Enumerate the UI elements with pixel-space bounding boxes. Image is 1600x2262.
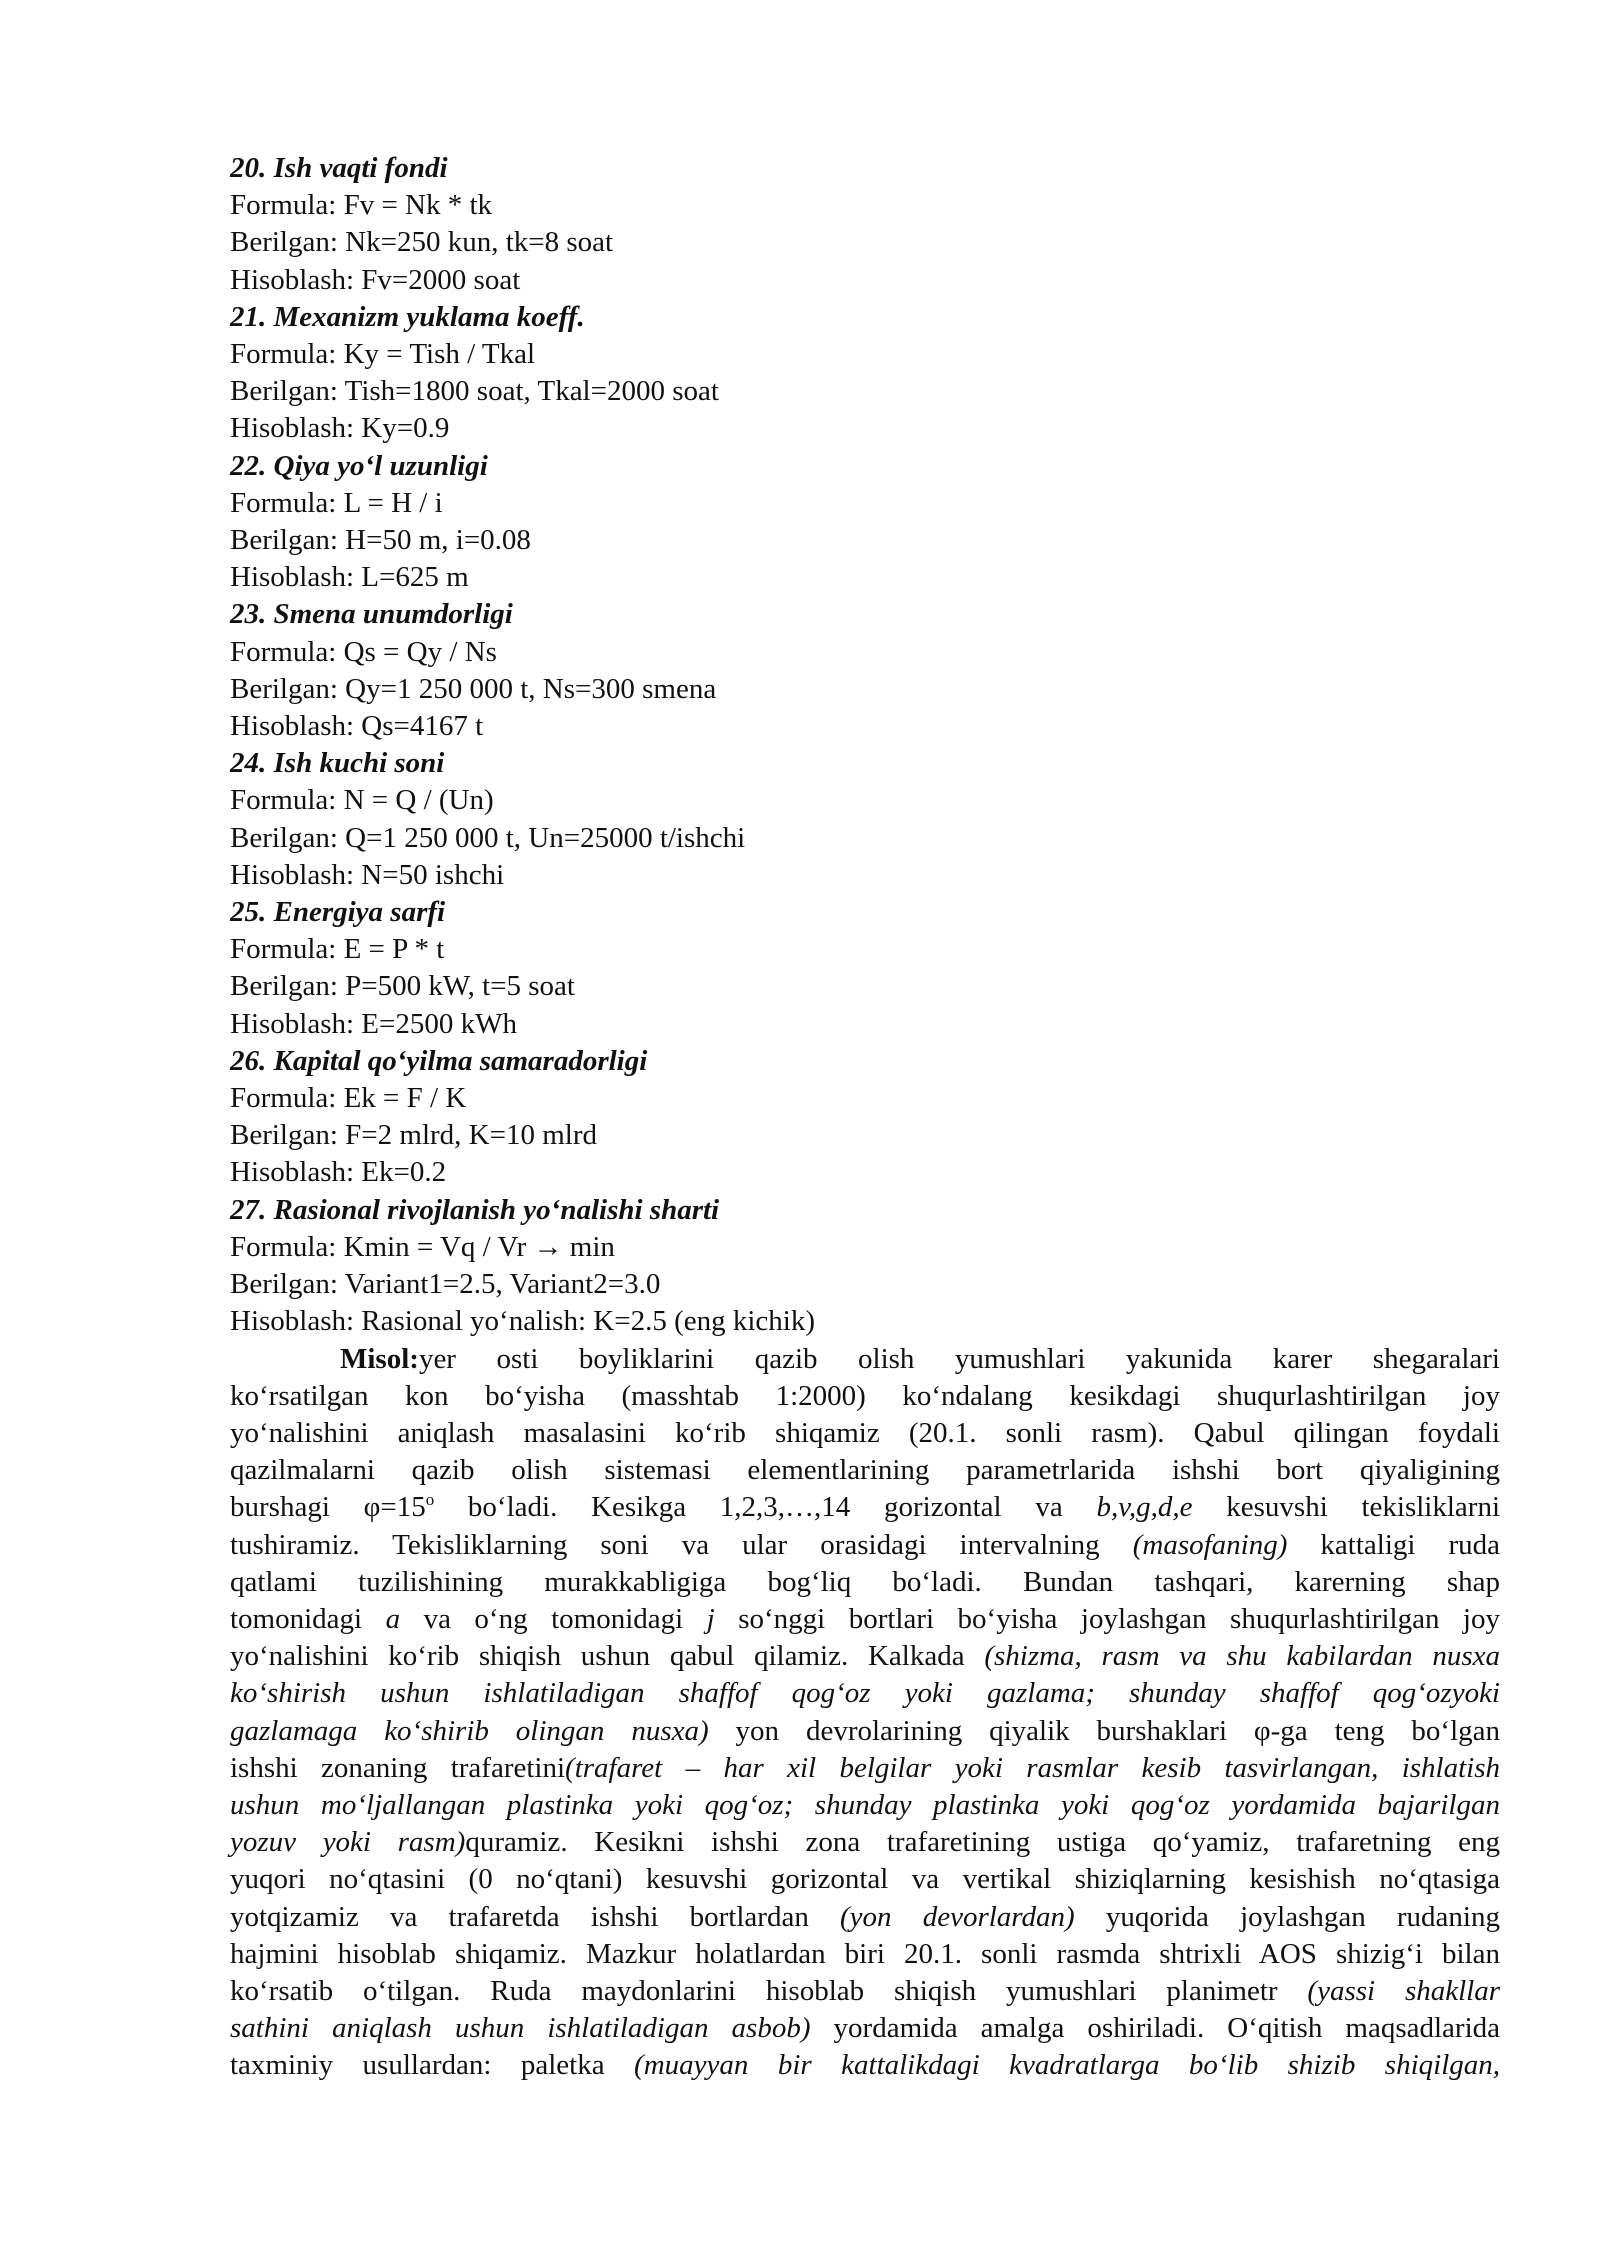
section-22 xyxy=(230,448,1500,597)
section-given: Berilgan: H=50 m, i=0.08 xyxy=(230,524,531,557)
paragraph-line: gazlamaga ko‘shirib olingan nusxa) yon devrolarining qiyalik burshaklari φ-ga teng bo‘lgan xyxy=(230,1714,1500,1747)
paragraph-line: tomonidagi a va o‘ng tomonidagi j so‘nggi bortlari bo‘yisha joylashgan shuqurlashtirilgan joy xyxy=(230,1602,1500,1635)
section-26 xyxy=(230,1043,1500,1192)
section-25 xyxy=(230,894,1500,1043)
section-23 xyxy=(230,596,1500,745)
paragraph-line: yotqizamiz va trafaretda ishshi bortlardan (yon devorlardan) yuqorida joylashgan rudaning xyxy=(230,1900,1500,1933)
section-title: 25. Energiya sarfi xyxy=(230,896,446,929)
section-title: 20. Ish vaqti fondi xyxy=(230,152,448,184)
section-result: Hisoblash: E=2500 kWh xyxy=(230,1007,517,1040)
section-formula: Formula: E = P * t xyxy=(230,933,445,966)
section-formula: Formula: Ky = Tish / Tkal xyxy=(230,338,536,371)
example-paragraph xyxy=(230,1341,1500,2085)
section-24 xyxy=(230,745,1500,894)
section-result: Hisoblash: Fv=2000 soat xyxy=(230,263,521,296)
section-given: Berilgan: P=500 kW, t=5 soat xyxy=(230,970,575,1003)
section-title: 24. Ish kuchi soni xyxy=(230,747,445,780)
section-formula: Formula: Ek = F / K xyxy=(230,1082,467,1115)
paragraph-line: ushun mo‘ljallangan plastinka yoki qog‘oz; shunday plastinka yoki qog‘oz yordamida bajarilgan xyxy=(230,1788,1500,1821)
section-given: Berilgan: Variant1=2.5, Variant2=3.0 xyxy=(230,1268,661,1301)
section-given: Berilgan: Tish=1800 soat, Tkal=2000 soat xyxy=(230,375,719,408)
section-title: 23. Smena unumdorligi xyxy=(230,598,513,631)
section-given: Berilgan: F=2 mlrd, K=10 mlrd xyxy=(230,1119,597,1152)
section-result: Hisoblash: Qs=4167 t xyxy=(230,710,484,743)
paragraph-line: yo‘nalishini ko‘rib shiqish ushun qabul qilamiz. Kalkada (shizma, rasm va shu kabilardan nusxa xyxy=(230,1640,1500,1673)
section-given: Berilgan: Qy=1 250 000 t, Ns=300 smena xyxy=(230,672,717,705)
paragraph-line: burshagi $\varphi=15^o$ bo‘ladi. Kesikga 1,2,3,…,14 gorizontal va b,v,g,d,e kesuvshi tekisliklarni xyxy=(230,1490,1501,1524)
document-page xyxy=(230,150,1500,2085)
section-title: 21. Mexanizm yuklama koeff. xyxy=(230,300,585,333)
paragraph-line: ishshi zonaning trafaretini(trafaret – har xil belgilar yoki rasmlar kesib tasvirlangan, ishlatish xyxy=(230,1751,1500,1784)
section-formula: Formula: Kmin = Vq / Vr → min xyxy=(230,1230,615,1263)
section-result: Hisoblash: Rasional yo‘nalish: K=2.5 (eng kichik) xyxy=(230,1305,815,1338)
paragraph-line: ko‘rsatilgan kon bo‘yisha (masshtab 1:2000) ko‘ndalang kesikdagi shuqurlashtirilgan joy xyxy=(230,1379,1500,1412)
example-label: Misol: xyxy=(340,1342,419,1375)
paragraph-line: sathini aniqlash ushun ishlatiladigan asbob) yordamida amalga oshiriladi. O‘qitish maqsadlarida xyxy=(230,2012,1500,2045)
section-formula: Formula: Fv = Nk * tk xyxy=(230,189,493,222)
section-formula: Formula: N = Q / (Un) xyxy=(230,784,494,817)
section-result: Hisoblash: N=50 ishchi xyxy=(230,858,505,891)
paragraph-line: yuqori no‘qtasini (0 no‘qtani) kesuvshi gorizontal va vertikal shiziqlarning kesishish no‘qtasiga xyxy=(230,1863,1500,1896)
paragraph-line: yozuv yoki rasm)quramiz. Kesikni ishshi zona trafaretining ustiga qo‘yamiz, trafaretning eng xyxy=(230,1826,1500,1859)
paragraph-line: taxminiy usullardan: paletka (muayyan bir kattalikdagi kvadratlarga bo‘lib shizib shiqilgan, xyxy=(230,2049,1500,2082)
section-title: 22. Qiya yo‘l uzunligi xyxy=(230,449,488,482)
paragraph-line: qazilmalarni qazib olish sistemasi elementlarining parametrlarida ishshi bort qiyaligining xyxy=(230,1454,1500,1487)
paragraph-line: hajmini hisoblab shiqamiz. Mazkur holatlardan biri 20.1. sonli rasmda shtrixli AOS shizig‘i bilan xyxy=(230,1937,1500,1970)
paragraph-line: ko‘rsatib o‘tilgan. Ruda maydonlarini hisoblab shiqish yumushlari planimetr (yassi shakllar xyxy=(230,1974,1501,2007)
section-given: Berilgan: Nk=250 kun, tk=8 soat xyxy=(230,226,614,259)
section-title: 27. Rasional rivojlanish yo‘nalishi sharti xyxy=(230,1193,720,1226)
section-27 xyxy=(230,1192,1500,1341)
section-result: Hisoblash: Ky=0.9 xyxy=(230,412,450,445)
section-formula: Formula: L = H / i xyxy=(230,486,443,519)
section-result: Hisoblash: Ek=0.2 xyxy=(230,1156,447,1189)
paragraph-line: yo‘nalishini aniqlash masalasini ko‘rib shiqamiz (20.1. sonli rasm). Qabul qilingan foydali xyxy=(230,1416,1500,1449)
section-20 xyxy=(230,150,1500,299)
paragraph-line: qatlami tuzilishining murakkabligiga bog‘liq bo‘ladi. Bundan tashqari, karerning shap xyxy=(230,1565,1500,1598)
section-result: Hisoblash: L=625 m xyxy=(230,561,469,594)
paragraph-line: Misol:yer osti boyliklarini qazib olish yumushlari yakunida karer shegaralari xyxy=(340,1342,1500,1375)
section-21 xyxy=(230,299,1500,448)
paragraph-line: tushiramiz. Tekisliklarning soni va ular orasidagi intervalning (masofaning) kattaligi ruda xyxy=(230,1528,1501,1561)
paragraph-line: ko‘shirish ushun ishlatiladigan shaffof qog‘oz yoki gazlama; shunday shaffof qog‘ozyoki xyxy=(230,1677,1500,1710)
section-formula: Formula: Qs = Qy / Ns xyxy=(230,635,497,668)
section-title: 26. Kapital qo‘yilma samaradorligi xyxy=(230,1044,648,1077)
section-given: Berilgan: Q=1 250 000 t, Un=25000 t/ishchi xyxy=(230,821,746,854)
